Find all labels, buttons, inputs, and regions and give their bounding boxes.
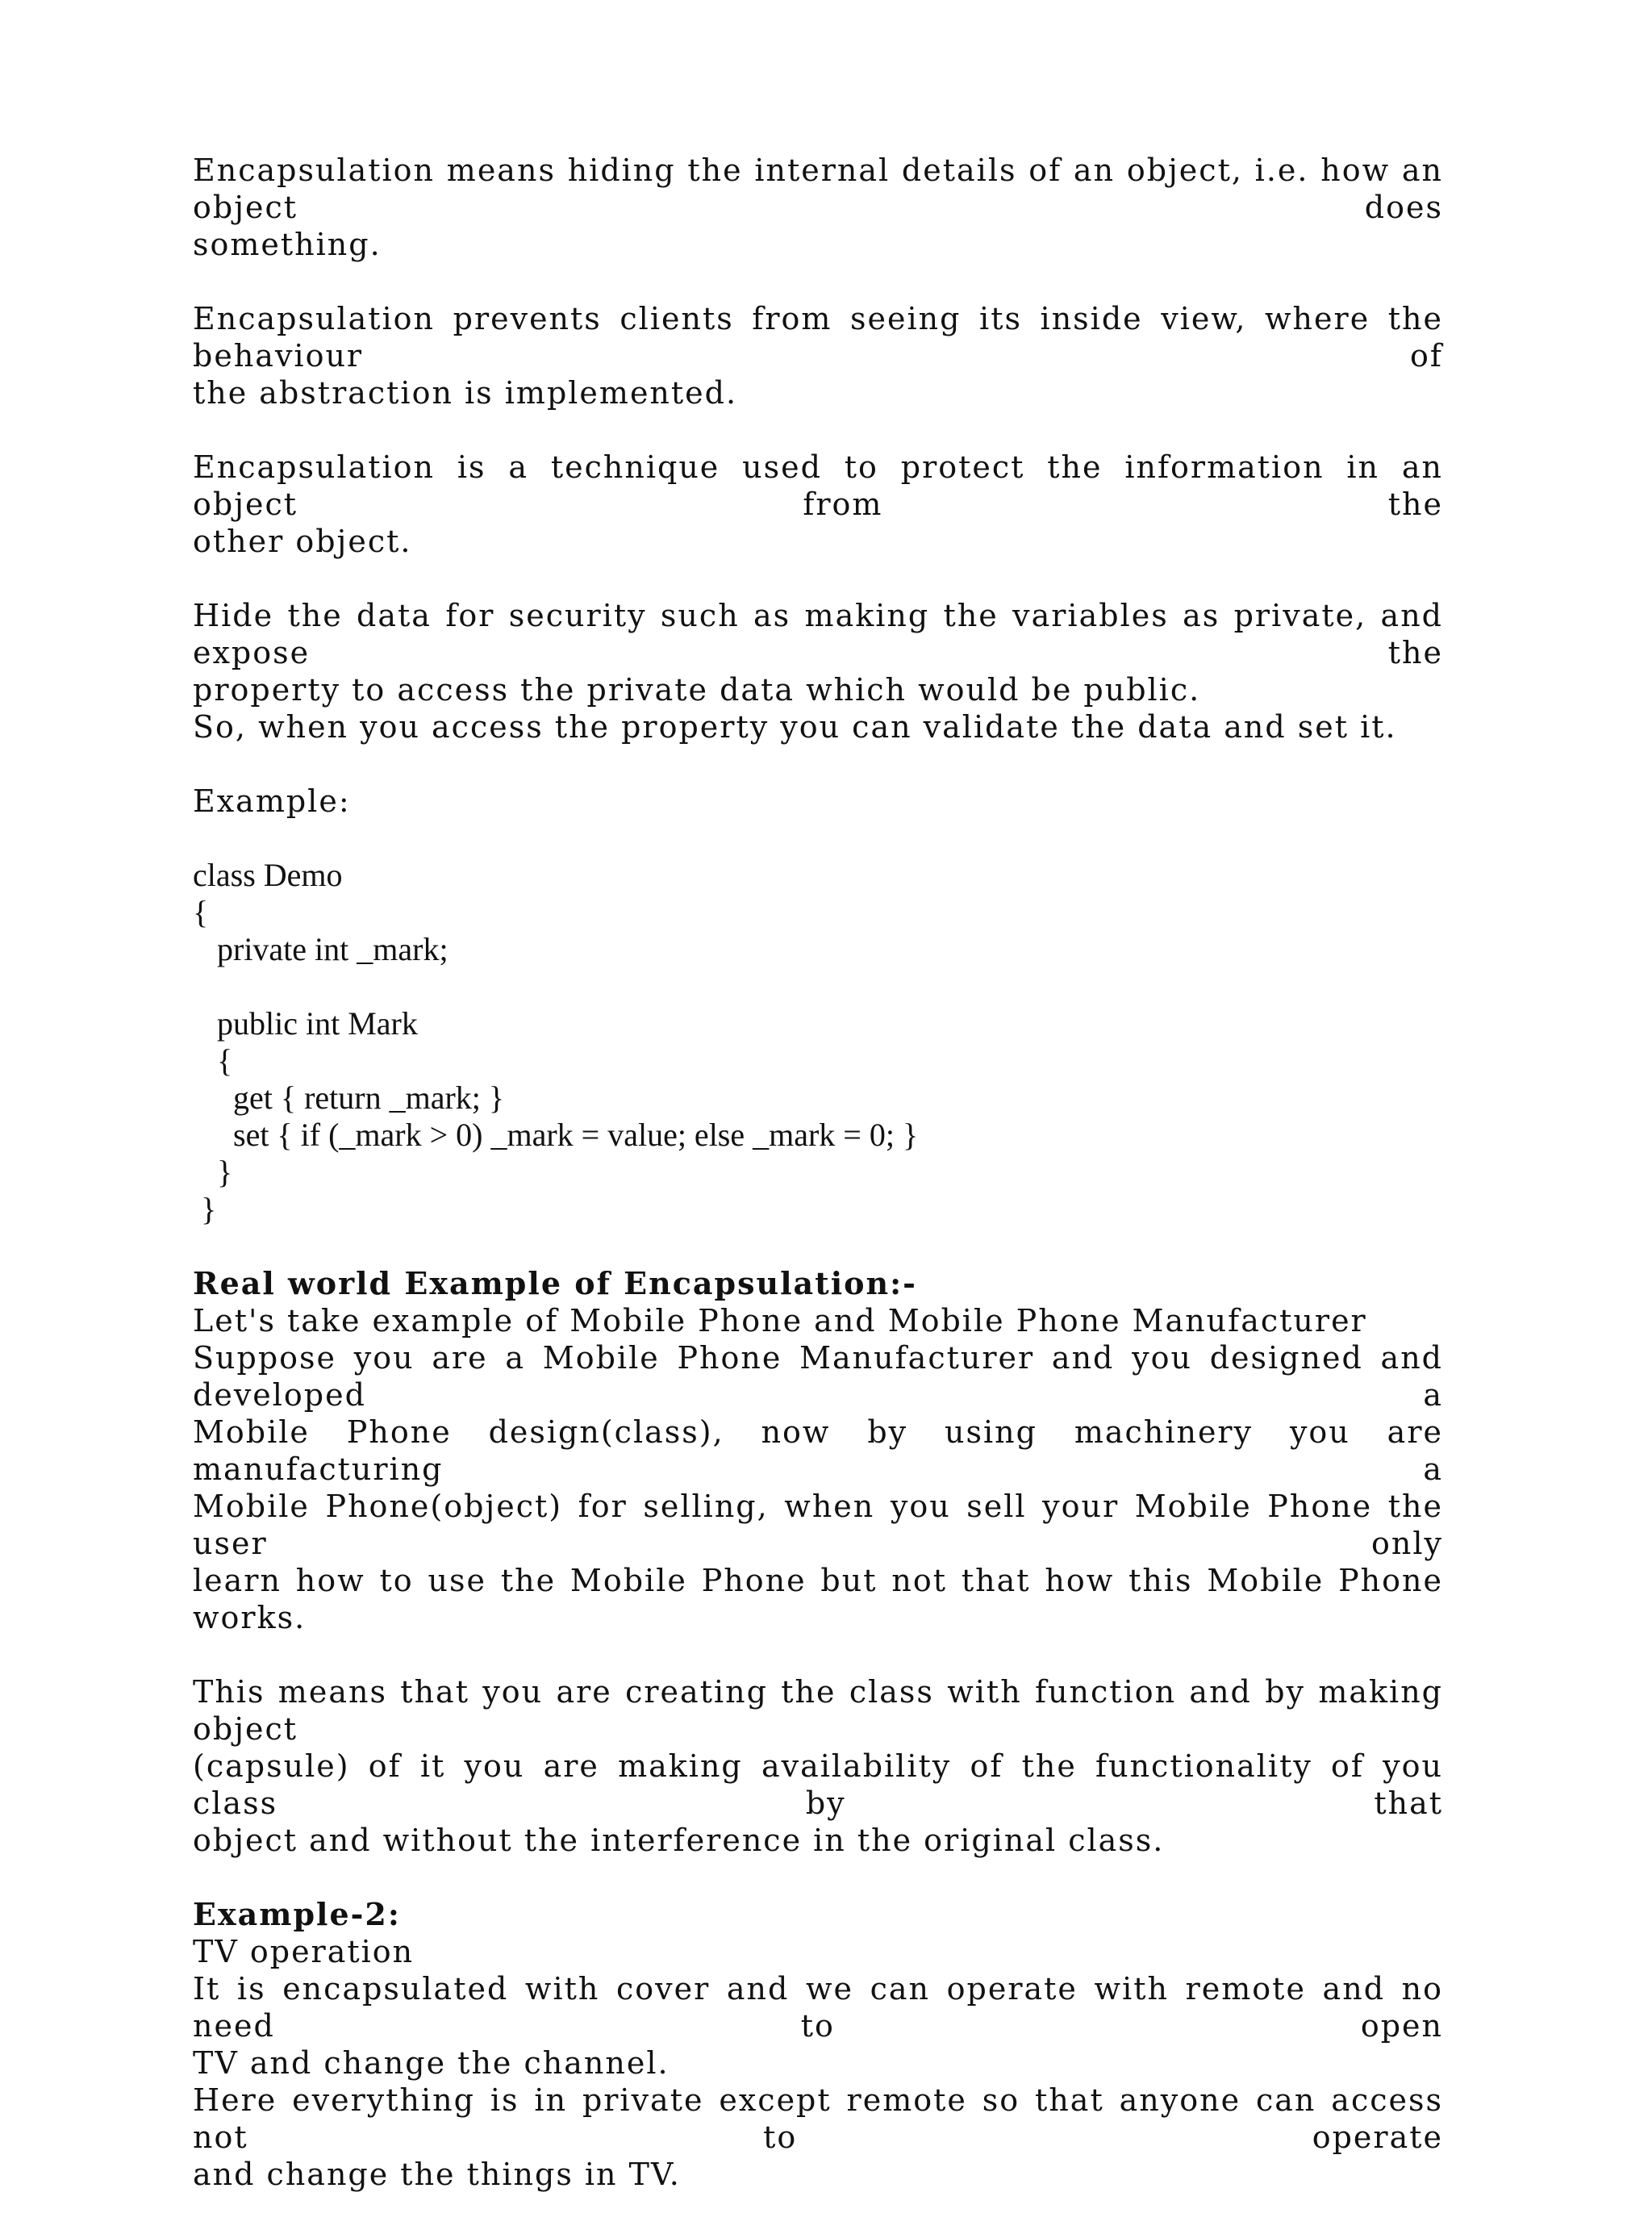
text-line: This means that you are creating the class with function and by making object — [193, 1674, 1443, 1747]
text-line: learn how to use the Mobile Phone but not that how this Mobile Phone works. — [193, 1563, 1443, 1635]
paragraph-definition — [193, 152, 1443, 263]
code-block — [193, 857, 1443, 1228]
code-line: set { if (_mark > 0) _mark = value; else _mark = 0; } — [193, 1117, 919, 1153]
section-heading: Example-2: — [193, 1896, 401, 1932]
code-line: class Demo — [193, 857, 343, 893]
text-line: Encapsulation means hiding the internal details of an object, i.e. how an object does — [193, 152, 1443, 225]
paragraph-capsule — [193, 1673, 1443, 1859]
code-line: private int _mark; — [193, 931, 448, 967]
text-line: Encapsulation is a technique used to protect the information in an object from the — [193, 449, 1443, 522]
section-heading: Real world Example of Encapsulation:- — [193, 1265, 917, 1301]
code-line: { — [193, 894, 209, 930]
code-line: { — [193, 1042, 233, 1079]
example-label — [193, 783, 1443, 820]
code-line: } — [193, 1154, 233, 1190]
text-line: Mobile Phone(object) for selling, when you sell your Mobile Phone the user only — [193, 1489, 1443, 1561]
text-line: Hide the data for security such as making the variables as private, and expose the — [193, 598, 1443, 670]
text-line: the abstraction is implemented. — [193, 375, 738, 411]
paragraph-hide-data — [193, 597, 1443, 745]
text-line: TV and change the channel. — [193, 2045, 670, 2081]
text-line: object and without the interference in the original class. — [193, 1823, 1165, 1858]
text-line: TV operation — [193, 1934, 415, 1969]
text-line: (capsule) of it you are making availability of the functionality of you class by that — [193, 1748, 1443, 1821]
code-line: } — [193, 1191, 217, 1227]
text-line: Here everything is in private except remote so that anyone can access not to operate — [193, 2082, 1443, 2155]
text-line: Example: — [193, 783, 351, 819]
text-line: something. — [193, 227, 382, 262]
text-line: Suppose you are a Mobile Phone Manufacturer and you designed and developed a — [193, 1340, 1443, 1413]
text-line: So, when you access the property you can validate the data and set it. — [193, 709, 1397, 745]
text-line: other object. — [193, 524, 412, 559]
paragraph-prevents — [193, 300, 1443, 411]
text-line: and change the things in TV. — [193, 2157, 681, 2192]
text-line: It is encapsulated with cover and we can operate with remote and no need to open — [193, 1971, 1443, 2044]
text-line: Mobile Phone design(class), now by using machinery you are manufacturing a — [193, 1414, 1443, 1487]
section-example-2 — [193, 1896, 1443, 2193]
text-line: property to access the private data which would be public. — [193, 672, 1201, 708]
code-line — [193, 968, 1443, 1005]
code-line: get { return _mark; } — [193, 1080, 505, 1116]
text-line: Encapsulation prevents clients from seeing its inside view, where the behaviour of — [193, 301, 1443, 374]
code-line: public int Mark — [193, 1005, 418, 1042]
text-line: Let's take example of Mobile Phone and Mobile Phone Manufacturer — [193, 1303, 1367, 1338]
document-body — [193, 152, 1443, 2230]
section-real-world — [193, 1265, 1443, 1636]
paragraph-technique — [193, 449, 1443, 560]
